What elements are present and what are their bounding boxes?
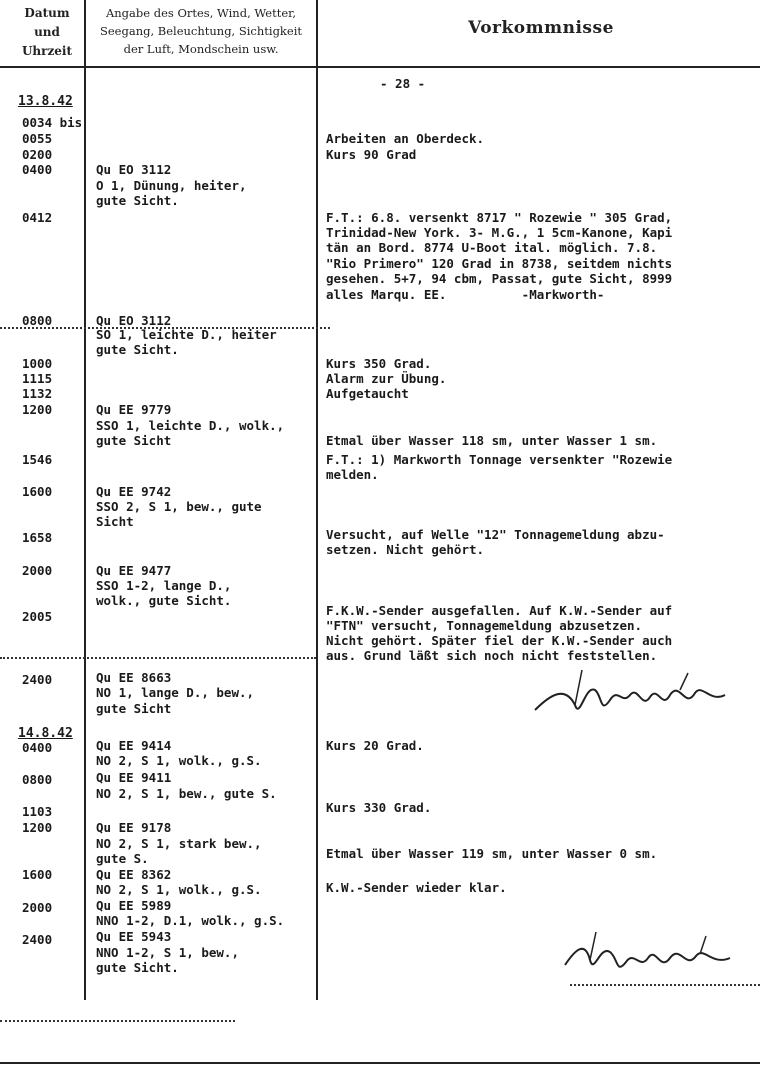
event-text: Kurs 330 Grad.: [326, 800, 432, 815]
event-text: Kurs 350 Grad.: [326, 356, 432, 371]
event-text: Kurs 90 Grad: [326, 147, 417, 162]
event-text: F.T.: 1) Markworth Tonnage versenkter "Rozewie: [326, 452, 673, 467]
location-text: Qu EO 3112: [96, 162, 172, 177]
header-location-weather: [90, 4, 312, 58]
location-text: Qu EE 8663: [96, 670, 172, 685]
weather-text: Sicht: [96, 514, 134, 529]
weather-text: gute Sicht.: [96, 193, 179, 208]
time-cell: 1600: [22, 484, 53, 499]
time-cell: 2000: [22, 900, 53, 915]
header-location-line-2: Seegang, Beleuchtung, Sichtigkeit: [99, 24, 303, 38]
event-text: aus. Grund läßt sich noch nicht feststellen.: [326, 648, 658, 663]
weather-text: NO 1, lange D., bew.,: [96, 685, 255, 700]
time-cell: 1103: [22, 804, 53, 819]
location-text: Qu EE 9779: [96, 402, 172, 417]
weather-text: NO 2, S 1, bew., gute S.: [96, 786, 277, 801]
event-text: setzen. Nicht gehört.: [326, 542, 485, 557]
event-text: Aufgetaucht: [326, 386, 409, 401]
time-cell: 0034 bis: [22, 115, 83, 130]
event-text: tän an Bord. 8774 U-Boot ital. möglich. 7.8.: [326, 240, 658, 255]
weather-text: gute S.: [96, 851, 149, 866]
weather-text: gute Sicht.: [96, 342, 179, 357]
dotted-separator: [0, 657, 316, 659]
event-text: Etmal über Wasser 119 sm, unter Wasser 0 sm.: [326, 846, 658, 861]
header-location-line-3: der Luft, Mondschein usw.: [123, 42, 279, 56]
location-text: Qu EE 9414: [96, 738, 172, 753]
weather-text: SSO 1, leichte D., wolk.,: [96, 418, 285, 433]
header-date-line-2: und: [34, 25, 60, 39]
date-entry: 13.8.42: [18, 94, 73, 109]
weather-text: SSO 2, S 1, bew., gute: [96, 499, 262, 514]
weather-text: SO 1, leichte D., heiter: [96, 327, 277, 342]
time-cell: 2400: [22, 672, 53, 687]
time-cell: 0800: [22, 313, 53, 328]
header-events: Vorkommnisse: [468, 18, 614, 38]
time-cell: 1200: [22, 402, 53, 417]
weather-text: NNO 1-2, S 1, bew.,: [96, 945, 239, 960]
weather-text: gute Sicht: [96, 701, 172, 716]
event-text: Etmal über Wasser 118 sm, unter Wasser 1 sm.: [326, 433, 658, 448]
time-cell: 1200: [22, 820, 53, 835]
header-date-time: [16, 4, 78, 61]
location-text: Qu EE 9411: [96, 770, 172, 785]
handwritten-signature: [530, 665, 730, 735]
time-cell: 0200: [22, 147, 53, 162]
event-text: F.T.: 6.8. versenkt 8717 " Rozewie " 305 Grad,: [326, 210, 673, 225]
location-text: Qu EE 8362: [96, 867, 172, 882]
location-text: Qu EE 9477: [96, 563, 172, 578]
event-text: melden.: [326, 467, 379, 482]
time-cell: 0055: [22, 131, 53, 146]
time-cell: 1132: [22, 386, 53, 401]
column-divider-2: [316, 0, 318, 1000]
bottom-rule: [0, 1062, 760, 1064]
header-date-line-3: Uhrzeit: [21, 44, 73, 58]
weather-text: wolk., gute Sicht.: [96, 593, 232, 608]
weather-text: NNO 1-2, D.1, wolk., g.S.: [96, 913, 285, 928]
time-cell: 0400: [22, 162, 53, 177]
event-text: gesehen. 5+7, 94 cbm, Passat, gute Sicht, 8999: [326, 271, 673, 286]
event-text: alles Marqu. EE. -Markworth-: [326, 287, 605, 302]
page-number: - 28 -: [380, 76, 426, 91]
column-divider-1: [84, 0, 86, 1000]
weather-text: gute Sicht.: [96, 960, 179, 975]
event-text: Versucht, auf Welle "12" Tonnagemeldung abzu-: [326, 527, 665, 542]
weather-text: NO 2, S 1, stark bew.,: [96, 836, 262, 851]
weather-text: NO 2, S 1, wolk., g.S.: [96, 882, 262, 897]
location-text: Qu EE 5989: [96, 898, 172, 913]
header-location-line-1: Angabe des Ortes, Wind, Wetter,: [105, 6, 297, 20]
location-text: Qu EE 9742: [96, 484, 172, 499]
weather-text: NO 2, S 1, wolk., g.S.: [96, 753, 262, 768]
time-cell: 0412: [22, 210, 53, 225]
location-text: Qu EE 5943: [96, 929, 172, 944]
weather-text: O 1, Dünung, heiter,: [96, 178, 247, 193]
date-entry: 14.8.42: [18, 726, 73, 741]
event-text: Kurs 20 Grad.: [326, 738, 424, 753]
location-text: Qu EO 3112: [96, 313, 172, 328]
time-cell: 1546: [22, 452, 53, 467]
event-text: Trinidad-New York. 3- M.G., 1 5cm-Kanone, Kapi: [326, 225, 673, 240]
event-text: F.K.W.-Sender ausgefallen. Auf K.W.-Sender auf: [326, 603, 673, 618]
event-text: Arbeiten an Oberdeck.: [326, 131, 485, 146]
time-cell: 1600: [22, 867, 53, 882]
time-cell: 1000: [22, 356, 53, 371]
time-cell: 2000: [22, 563, 53, 578]
time-cell: 2400: [22, 932, 53, 947]
time-cell: 0800: [22, 772, 53, 787]
time-cell: 2005: [22, 609, 53, 624]
header-date-line-1: Datum: [24, 6, 70, 20]
weather-text: gute Sicht: [96, 433, 172, 448]
event-text: "FTN" versucht, Tonnagemeldung abzusetzen.: [326, 618, 643, 633]
dotted-separator: [0, 1020, 235, 1022]
header-rule: [0, 66, 760, 68]
event-text: "Rio Primero" 120 Grad in 8738, seitdem nichts: [326, 256, 673, 271]
weather-text: SSO 1-2, lange D.,: [96, 578, 232, 593]
handwritten-signature: [560, 930, 740, 990]
time-cell: 1115: [22, 371, 53, 386]
time-cell: 1658: [22, 530, 53, 545]
event-text: K.W.-Sender wieder klar.: [326, 880, 507, 895]
time-cell: 0400: [22, 740, 53, 755]
location-text: Qu EE 9178: [96, 820, 172, 835]
event-text: Alarm zur Übung.: [326, 371, 447, 386]
event-text: Nicht gehört. Später fiel der K.W.-Sender auch: [326, 633, 673, 648]
